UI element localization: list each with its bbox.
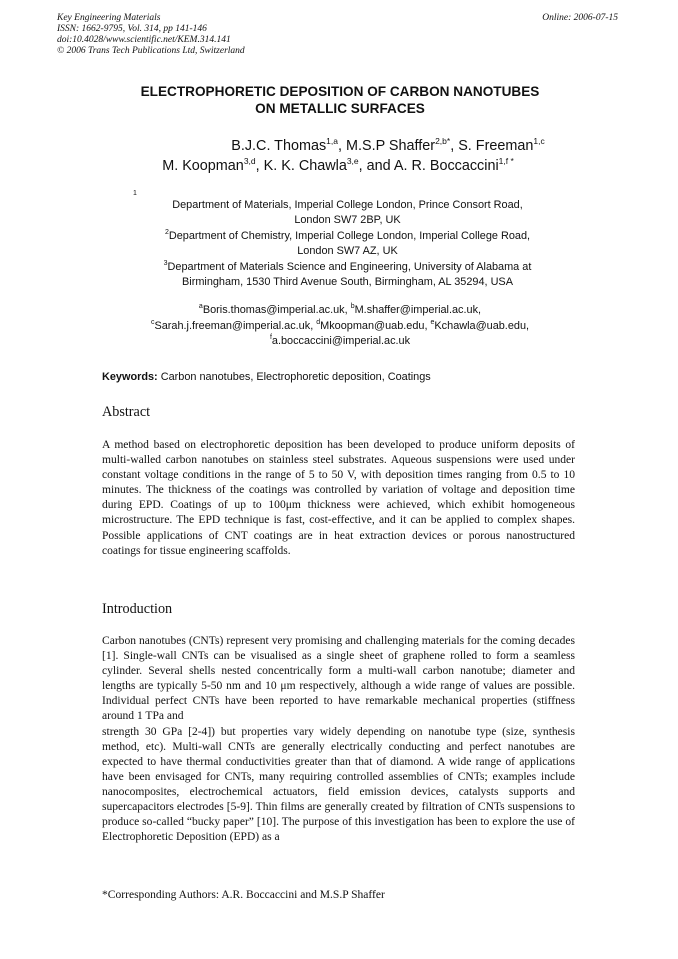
affiliation-2 [110,229,585,258]
email-line-3 [80,334,600,350]
author-name: M. Koopman [162,158,244,174]
email-line-2 [80,319,600,335]
author-name: K. K. Chawla [263,158,347,174]
abstract-body [102,438,575,559]
copyright-line: © 2006 Trans Tech Publications Ltd, Switzerland [57,46,245,56]
email-sep: , [344,304,351,316]
author-name: M.S.P Shaffer [346,138,436,154]
doi-line: doi:10.4028/www.scientific.net/KEM.314.141 [57,35,231,45]
email-address[interactable]: Kchawla@uab.edu, [434,319,530,332]
introduction-text-part-2: strength 30 GPa [2-4]) but properties vary widely depending on nanotube type (size, synthesis method, etc). Multi-wall CNTs are generally electrically conducting and perfect nanotubes are expected to have thermal conductivities greater than that of diamond. A wide range of applications have been envisaged for CNTs, many requiring controlled assemblies of CNTs; examples include nanocomposites, electrochemical actuators, field emission devices, catalysts supports and supercapacitors electrodes [5-9]. Thin films are generally created by filtration of CNTs suspensions to produce so-called “bucky paper” [10]. The purpose of this investigation has been to explore the use of Electrophoretic Deposition (EPD) as a [102,725,575,844]
abstract-heading: Abstract [102,404,151,420]
author-sep: , [450,138,459,154]
author-name: B.J.C. Thomas [231,138,327,154]
email-line-1 [80,303,600,319]
email-sup: e [430,318,435,326]
introduction-text-part-1: Carbon nanotubes (CNTs) represent very promising and challenging materials for the coming decades [1]. Single-wall CNTs can be visualised as a single sheet of graphene rolled to form a seamless cylinder. Several shells nested concentrically form a multi-wall carbon nanotube; diameter and lengths are typically 5-50 nm and 10 μm respectively, although a wide range of values are possible. Individual perfect CNTs have been reported to have remarkable mechanical properties (stiffness around 1 TPa and [102,635,575,723]
introduction-body [102,634,575,845]
issn-line: ISSN: 1662-9795, Vol. 314, pp 141-146 [57,24,207,34]
affiliations [110,190,585,292]
affiliation-number: 2 [164,229,169,237]
author-name: S. Freeman [458,138,534,154]
author-line-1 [60,136,620,156]
author-affil: 2,b* [435,136,451,146]
affiliation-line: Department of Materials Science and Engineering, University of Alabama at [167,261,532,274]
affiliation-line: Birmingham, 1530 Third Avenue South, Birmingham, AL 35294, USA [182,275,513,288]
email-sup: b [350,303,355,310]
affiliation-line: Department of Chemistry, Imperial College London, Imperial College Road, [168,230,531,243]
email-address[interactable]: Boris.thomas@imperial.ac.uk [202,304,345,316]
email-sep: , [424,319,431,332]
title-line-2: ON METALLIC SURFACES [255,101,425,116]
keywords [102,370,582,384]
affiliation-line: Department of Materials, Imperial College London, Prince Consort Road, [172,199,523,211]
email-address[interactable]: a.boccaccini@imperial.ac.uk [271,335,411,347]
email-sup: f [269,334,272,341]
author-list [60,136,620,176]
paper-title [60,83,620,117]
author-sep: , [255,158,264,174]
abstract-text: A method based on electrophoretic deposition has been developed to produce uniform deposits of multi-walled carbon nanotubes on stainless steel substrates. Aqueous suspensions were used under constant voltage conditions in the range of 5 to 50 V, with deposition times ranging from 0.5 to 10 minutes. The thickness of the coatings was controlled by variation of voltage and deposition time during EPD. Coatings of up to 100μm thickness were achieved, which exhibit homogeneous microstructure. The EPD technique is fast, cost-effective, and it can be applied to complex shapes. Possible applications of CNT coatings are in heat extraction devices or porous nanostructured coatings for tissue engineering scaffolds. [102,439,575,557]
author-affil: 3,e [346,156,359,166]
email-list [80,303,600,350]
email-address[interactable]: M.shaffer@imperial.ac.uk, [354,304,482,316]
affiliation-1 [110,190,585,227]
email-sup: c [150,318,155,326]
affiliation-3 [110,260,585,289]
affiliation-number: 1 [133,190,137,197]
author-affil: 1,a [326,136,338,146]
keywords-text: Carbon nanotubes, Electrophoretic deposition, Coatings [157,371,431,383]
email-address[interactable]: Sarah.j.freeman@imperial.ac.uk [154,319,311,332]
author-name: A. R. Boccaccini [393,158,499,174]
online-date: Online: 2006-07-15 [542,13,618,23]
corresponding-authors-footnote: *Corresponding Authors: A.R. Boccaccini and M.S.P Shaffer [102,889,385,901]
affiliation-line: London SW7 AZ, UK [297,244,398,257]
author-line-2 [60,156,620,176]
journal-header [57,13,245,57]
author-sep: , [338,138,346,154]
author-affil: 1,c [533,136,545,146]
journal-name: Key Engineering Materials [57,13,161,23]
introduction-heading: Introduction [102,601,173,617]
email-sup: d [316,318,321,326]
author-affil: 1,f * [498,156,514,166]
affiliation-number: 3 [163,260,168,268]
affiliation-line: London SW7 2BP, UK [294,213,401,226]
author-affil: 3,d [243,156,256,166]
title-line-1: ELECTROPHORETIC DEPOSITION OF CARBON NANOTUBES [140,84,540,99]
email-sep: , [310,319,317,332]
author-sep: , and [358,158,394,174]
email-sup: a [198,303,203,310]
keywords-label: Keywords: [102,371,158,383]
email-address[interactable]: Mkoopman@uab.edu [320,319,425,332]
